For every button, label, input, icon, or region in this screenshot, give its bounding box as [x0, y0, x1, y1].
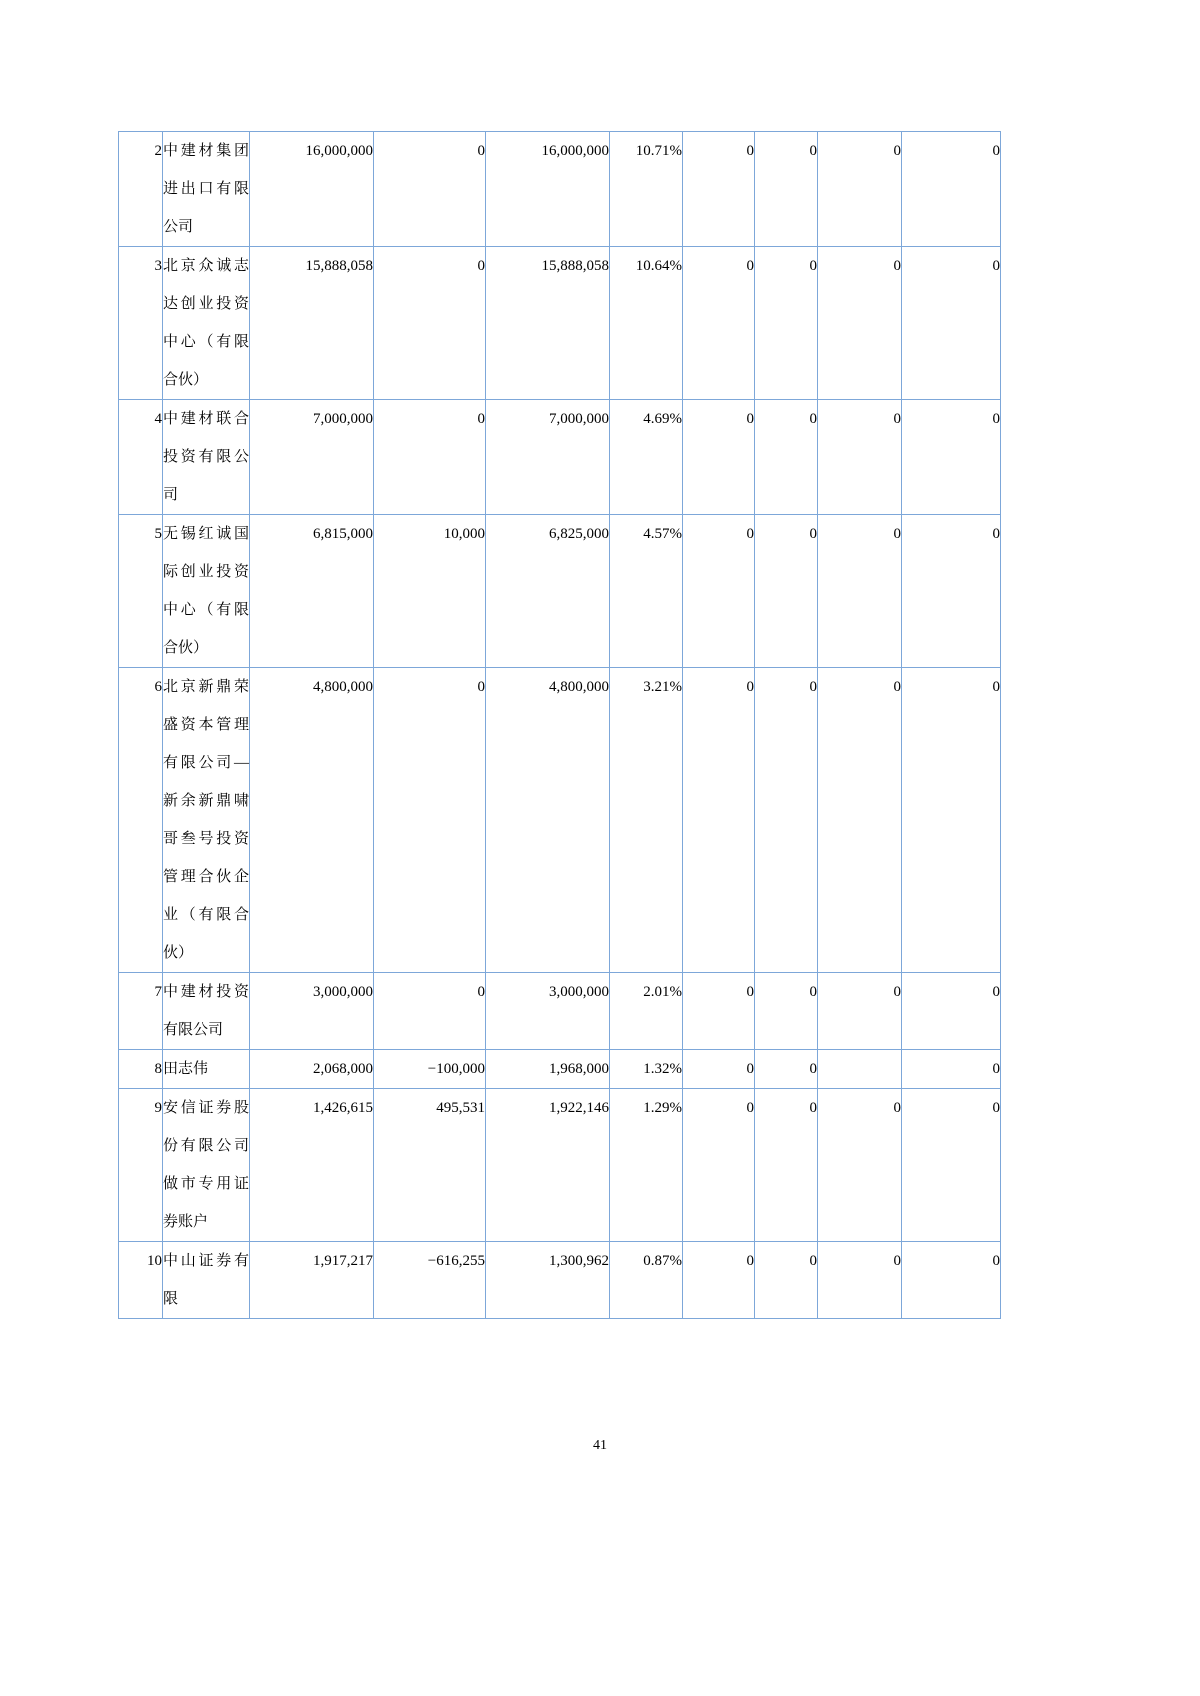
row-percentage: 1.32% — [610, 1050, 683, 1089]
shareholder-table — [118, 131, 1001, 1319]
row-end-shares: 15,888,058 — [486, 247, 610, 400]
row-index: 10 — [119, 1242, 163, 1319]
row-col9 — [818, 1050, 902, 1089]
row-end-shares: 1,968,000 — [486, 1050, 610, 1089]
row-col10: 0 — [902, 1050, 1001, 1089]
row-col9: 0 — [818, 515, 902, 668]
row-col9: 0 — [818, 1089, 902, 1242]
row-change-shares: −616,255 — [374, 1242, 486, 1319]
row-begin-shares: 6,815,000 — [250, 515, 374, 668]
row-percentage: 4.57% — [610, 515, 683, 668]
row-col8: 0 — [755, 1050, 818, 1089]
row-col8: 0 — [755, 1089, 818, 1242]
row-col9: 0 — [818, 400, 902, 515]
page-number: 41 — [593, 1438, 607, 1453]
row-shareholder-name — [163, 1242, 250, 1319]
table-row — [119, 973, 1001, 1050]
row-shareholder-name — [163, 132, 250, 247]
row-col8: 0 — [755, 247, 818, 400]
row-col9: 0 — [818, 1242, 902, 1319]
shareholder-name-text: 中建材集团进出口有限公司 — [163, 143, 249, 235]
row-shareholder-name — [163, 1050, 250, 1089]
row-col7: 0 — [683, 1050, 755, 1089]
row-col9: 0 — [818, 668, 902, 973]
row-percentage: 2.01% — [610, 973, 683, 1050]
row-index: 6 — [119, 668, 163, 973]
row-col9: 0 — [818, 132, 902, 247]
row-change-shares: 0 — [374, 247, 486, 400]
table-row — [119, 400, 1001, 515]
shareholder-name-text: 中建材联合投资有限公司 — [163, 411, 249, 503]
row-begin-shares: 7,000,000 — [250, 400, 374, 515]
row-col8: 0 — [755, 515, 818, 668]
row-col8: 0 — [755, 1242, 818, 1319]
row-percentage: 0.87% — [610, 1242, 683, 1319]
row-col7: 0 — [683, 1242, 755, 1319]
row-col8: 0 — [755, 973, 818, 1050]
row-col10: 0 — [902, 515, 1001, 668]
table-row — [119, 668, 1001, 973]
row-col7: 0 — [683, 515, 755, 668]
shareholder-name-text: 北京新鼎荣盛资本管理有限公司—新余新鼎啸哥叁号投资管理合伙企业（有限合伙） — [163, 679, 249, 961]
row-begin-shares: 4,800,000 — [250, 668, 374, 973]
row-col10: 0 — [902, 132, 1001, 247]
table-row — [119, 247, 1001, 400]
row-shareholder-name — [163, 973, 250, 1050]
row-index: 2 — [119, 132, 163, 247]
row-percentage: 4.69% — [610, 400, 683, 515]
row-shareholder-name — [163, 515, 250, 668]
row-end-shares: 7,000,000 — [486, 400, 610, 515]
row-col8: 0 — [755, 132, 818, 247]
row-shareholder-name — [163, 668, 250, 973]
row-end-shares: 4,800,000 — [486, 668, 610, 973]
row-col7: 0 — [683, 973, 755, 1050]
row-end-shares: 3,000,000 — [486, 973, 610, 1050]
row-col10: 0 — [902, 668, 1001, 973]
row-end-shares: 6,825,000 — [486, 515, 610, 668]
row-index: 5 — [119, 515, 163, 668]
row-index: 9 — [119, 1089, 163, 1242]
shareholder-name-text: 无锡红诚国际创业投资中心（有限合伙） — [163, 526, 249, 656]
table-row — [119, 1242, 1001, 1319]
row-col7: 0 — [683, 247, 755, 400]
row-col7: 0 — [683, 400, 755, 515]
row-col7: 0 — [683, 668, 755, 973]
row-change-shares: −100,000 — [374, 1050, 486, 1089]
row-col10: 0 — [902, 247, 1001, 400]
row-col9: 0 — [818, 973, 902, 1050]
table-row — [119, 132, 1001, 247]
row-change-shares: 0 — [374, 400, 486, 515]
row-percentage: 10.64% — [610, 247, 683, 400]
row-col7: 0 — [683, 132, 755, 247]
table-row — [119, 1089, 1001, 1242]
row-begin-shares: 2,068,000 — [250, 1050, 374, 1089]
row-index: 4 — [119, 400, 163, 515]
row-percentage: 10.71% — [610, 132, 683, 247]
row-end-shares: 1,300,962 — [486, 1242, 610, 1319]
row-col10: 0 — [902, 973, 1001, 1050]
row-begin-shares: 3,000,000 — [250, 973, 374, 1050]
shareholder-name-text: 北京众诚志达创业投资中心（有限合伙） — [163, 258, 249, 388]
row-col7: 0 — [683, 1089, 755, 1242]
row-end-shares: 1,922,146 — [486, 1089, 610, 1242]
row-change-shares: 0 — [374, 668, 486, 973]
row-change-shares: 10,000 — [374, 515, 486, 668]
row-col9: 0 — [818, 247, 902, 400]
shareholder-name-text: 田志伟 — [163, 1061, 209, 1077]
table-row — [119, 515, 1001, 668]
row-shareholder-name — [163, 400, 250, 515]
row-change-shares: 0 — [374, 132, 486, 247]
row-index: 7 — [119, 973, 163, 1050]
shareholder-name-text: 中建材投资有限公司 — [163, 984, 249, 1038]
row-change-shares: 495,531 — [374, 1089, 486, 1242]
row-begin-shares: 16,000,000 — [250, 132, 374, 247]
row-begin-shares: 1,426,615 — [250, 1089, 374, 1242]
row-shareholder-name — [163, 1089, 250, 1242]
row-index: 8 — [119, 1050, 163, 1089]
row-percentage: 1.29% — [610, 1089, 683, 1242]
table-row — [119, 1050, 1001, 1089]
shareholder-name-text: 中山证券有限 — [163, 1253, 249, 1307]
row-col10: 0 — [902, 1242, 1001, 1319]
row-index: 3 — [119, 247, 163, 400]
row-col8: 0 — [755, 400, 818, 515]
row-begin-shares: 15,888,058 — [250, 247, 374, 400]
row-shareholder-name — [163, 247, 250, 400]
shareholder-table-wrapper — [118, 131, 1000, 1319]
row-col10: 0 — [902, 1089, 1001, 1242]
row-col8: 0 — [755, 668, 818, 973]
row-percentage: 3.21% — [610, 668, 683, 973]
row-col10: 0 — [902, 400, 1001, 515]
row-change-shares: 0 — [374, 973, 486, 1050]
shareholder-name-text: 安信证券股份有限公司做市专用证券账户 — [163, 1100, 249, 1230]
row-end-shares: 16,000,000 — [486, 132, 610, 247]
row-begin-shares: 1,917,217 — [250, 1242, 374, 1319]
